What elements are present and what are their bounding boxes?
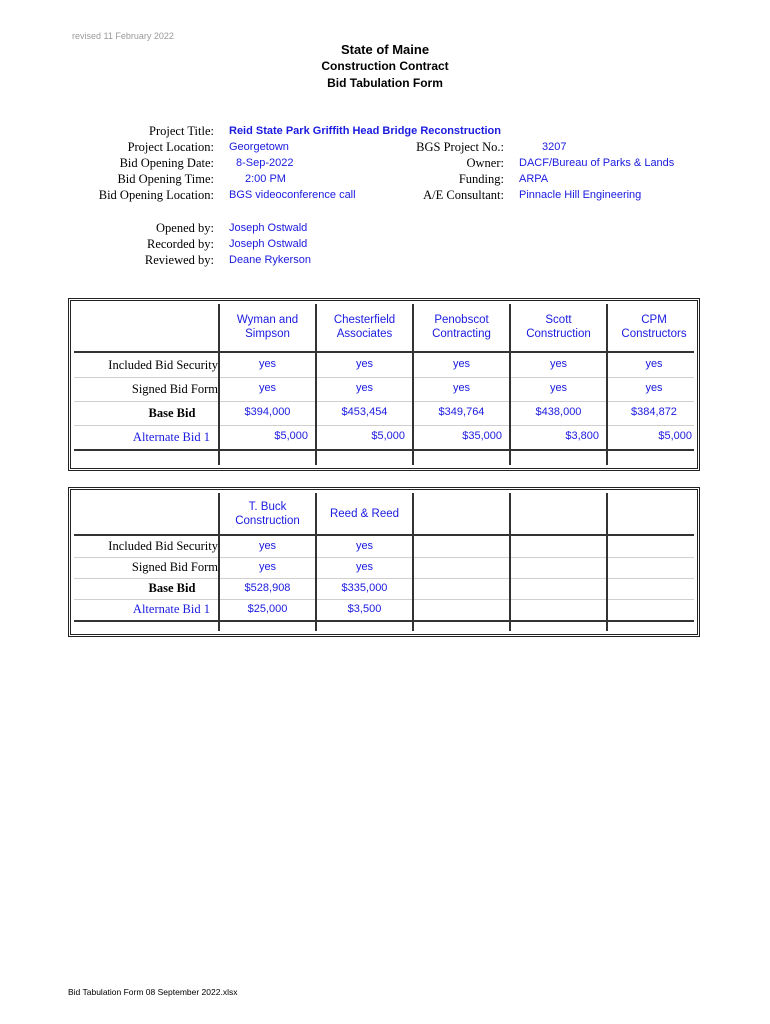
bidder-header: Wyman and Simpson — [236, 314, 299, 340]
alternate-bid-cell: $25,000 — [247, 603, 288, 615]
row-label-alternate: Alternate Bid 1 — [132, 602, 210, 616]
bid-security-cell: yes — [549, 358, 568, 370]
page-subtitle: Construction Contract — [321, 59, 449, 73]
signed-form-cell: yes — [645, 382, 663, 394]
bid-table-1 — [68, 298, 700, 471]
signed-form-cell: yes — [452, 382, 471, 394]
ae-consultant-label: A/E Consultant: — [423, 188, 504, 202]
bid-security-cell: yes — [258, 540, 277, 552]
bid-security-cell: yes — [258, 358, 277, 370]
signed-form-cell: yes — [355, 382, 374, 394]
alternate-bid-cell: $5,000 — [658, 430, 692, 442]
footer-filename: Bid Tabulation Form 08 September 2022.xlsx — [68, 987, 238, 997]
opened-by-value: Joseph Ostwald — [229, 222, 308, 234]
bid-security-cell: yes — [355, 358, 374, 370]
owner-label: Owner: — [466, 156, 504, 170]
bid-time-label: Bid Opening Time: — [117, 172, 214, 186]
base-bid-cell: $528,908 — [244, 582, 291, 594]
base-bid-cell: $438,000 — [535, 406, 582, 418]
bid-date-label: Bid Opening Date: — [119, 156, 214, 170]
recorded-by-value: Joseph Ostwald — [229, 238, 308, 250]
bid-security-cell: yes — [452, 358, 471, 370]
row-label-alternate: Alternate Bid 1 — [132, 430, 210, 444]
row-label-base: Base Bid — [148, 406, 196, 420]
base-bid-cell: $335,000 — [341, 582, 388, 594]
bidder-header: CPM Constructors — [621, 314, 687, 340]
reviewed-by-label: Reviewed by: — [144, 253, 214, 267]
bidder-header: Chesterfield Associates — [333, 314, 396, 340]
project-location-label: Project Location: — [127, 140, 214, 154]
base-bid-cell: $349,764 — [438, 406, 485, 418]
bidder-header: Penobscot Contracting — [432, 314, 491, 340]
row-label-signed: Signed Bid Form — [131, 382, 218, 396]
signed-form-cell: yes — [258, 561, 277, 573]
row-label-signed: Signed Bid Form — [131, 560, 218, 574]
bid-time-value: 2:00 PM — [245, 173, 286, 185]
row-label-security: Included Bid Security — [108, 358, 218, 372]
recorded-by-label: Recorded by: — [147, 237, 214, 251]
bid-location-label: Bid Opening Location: — [98, 188, 214, 202]
project-title-value: Reid State Park Griffith Head Bridge Reconstruction — [229, 125, 501, 137]
project-title-label: Project Title: — [149, 124, 214, 138]
funding-label: Funding: — [458, 172, 504, 186]
revised-date: revised 11 February 2022 — [72, 31, 174, 41]
reviewed-by-value: Deane Rykerson — [229, 254, 311, 266]
project-location-value: Georgetown — [229, 141, 289, 153]
alternate-bid-cell: $3,500 — [347, 603, 382, 615]
bgs-project-label: BGS Project No.: — [416, 140, 504, 154]
bidder-header: Reed & Reed — [329, 508, 400, 520]
ae-consultant-value: Pinnacle Hill Engineering — [519, 189, 642, 201]
row-label-security: Included Bid Security — [108, 539, 218, 553]
bid-location-value: BGS videoconference call — [229, 189, 356, 201]
page-title: State of Maine — [340, 42, 430, 57]
bgs-project-value: 3207 — [542, 141, 567, 153]
base-bid-cell: $453,454 — [341, 406, 388, 418]
form-name: Bid Tabulation Form — [327, 76, 443, 90]
alternate-bid-cell: $5,000 — [274, 430, 308, 442]
bid-date-value: 8-Sep-2022 — [236, 157, 294, 169]
bidder-header: T. Buck Construction — [235, 501, 300, 527]
signed-form-cell: yes — [549, 382, 568, 394]
bid-table-2 — [68, 487, 700, 637]
owner-value: DACF/Bureau of Parks & Lands — [519, 157, 675, 169]
bid-security-cell: yes — [645, 358, 663, 370]
signed-form-cell: yes — [258, 382, 277, 394]
base-bid-cell: $394,000 — [244, 406, 291, 418]
row-label-base: Base Bid — [148, 581, 196, 595]
alternate-bid-cell: $3,800 — [565, 430, 599, 442]
funding-value: ARPA — [519, 173, 549, 185]
alternate-bid-cell: $5,000 — [371, 430, 405, 442]
bidder-header: Scott Construction — [526, 314, 591, 340]
base-bid-cell: $384,872 — [631, 406, 677, 418]
bid-security-cell: yes — [355, 540, 374, 552]
signed-form-cell: yes — [355, 561, 374, 573]
opened-by-label: Opened by: — [156, 221, 214, 235]
alternate-bid-cell: $35,000 — [462, 430, 502, 442]
